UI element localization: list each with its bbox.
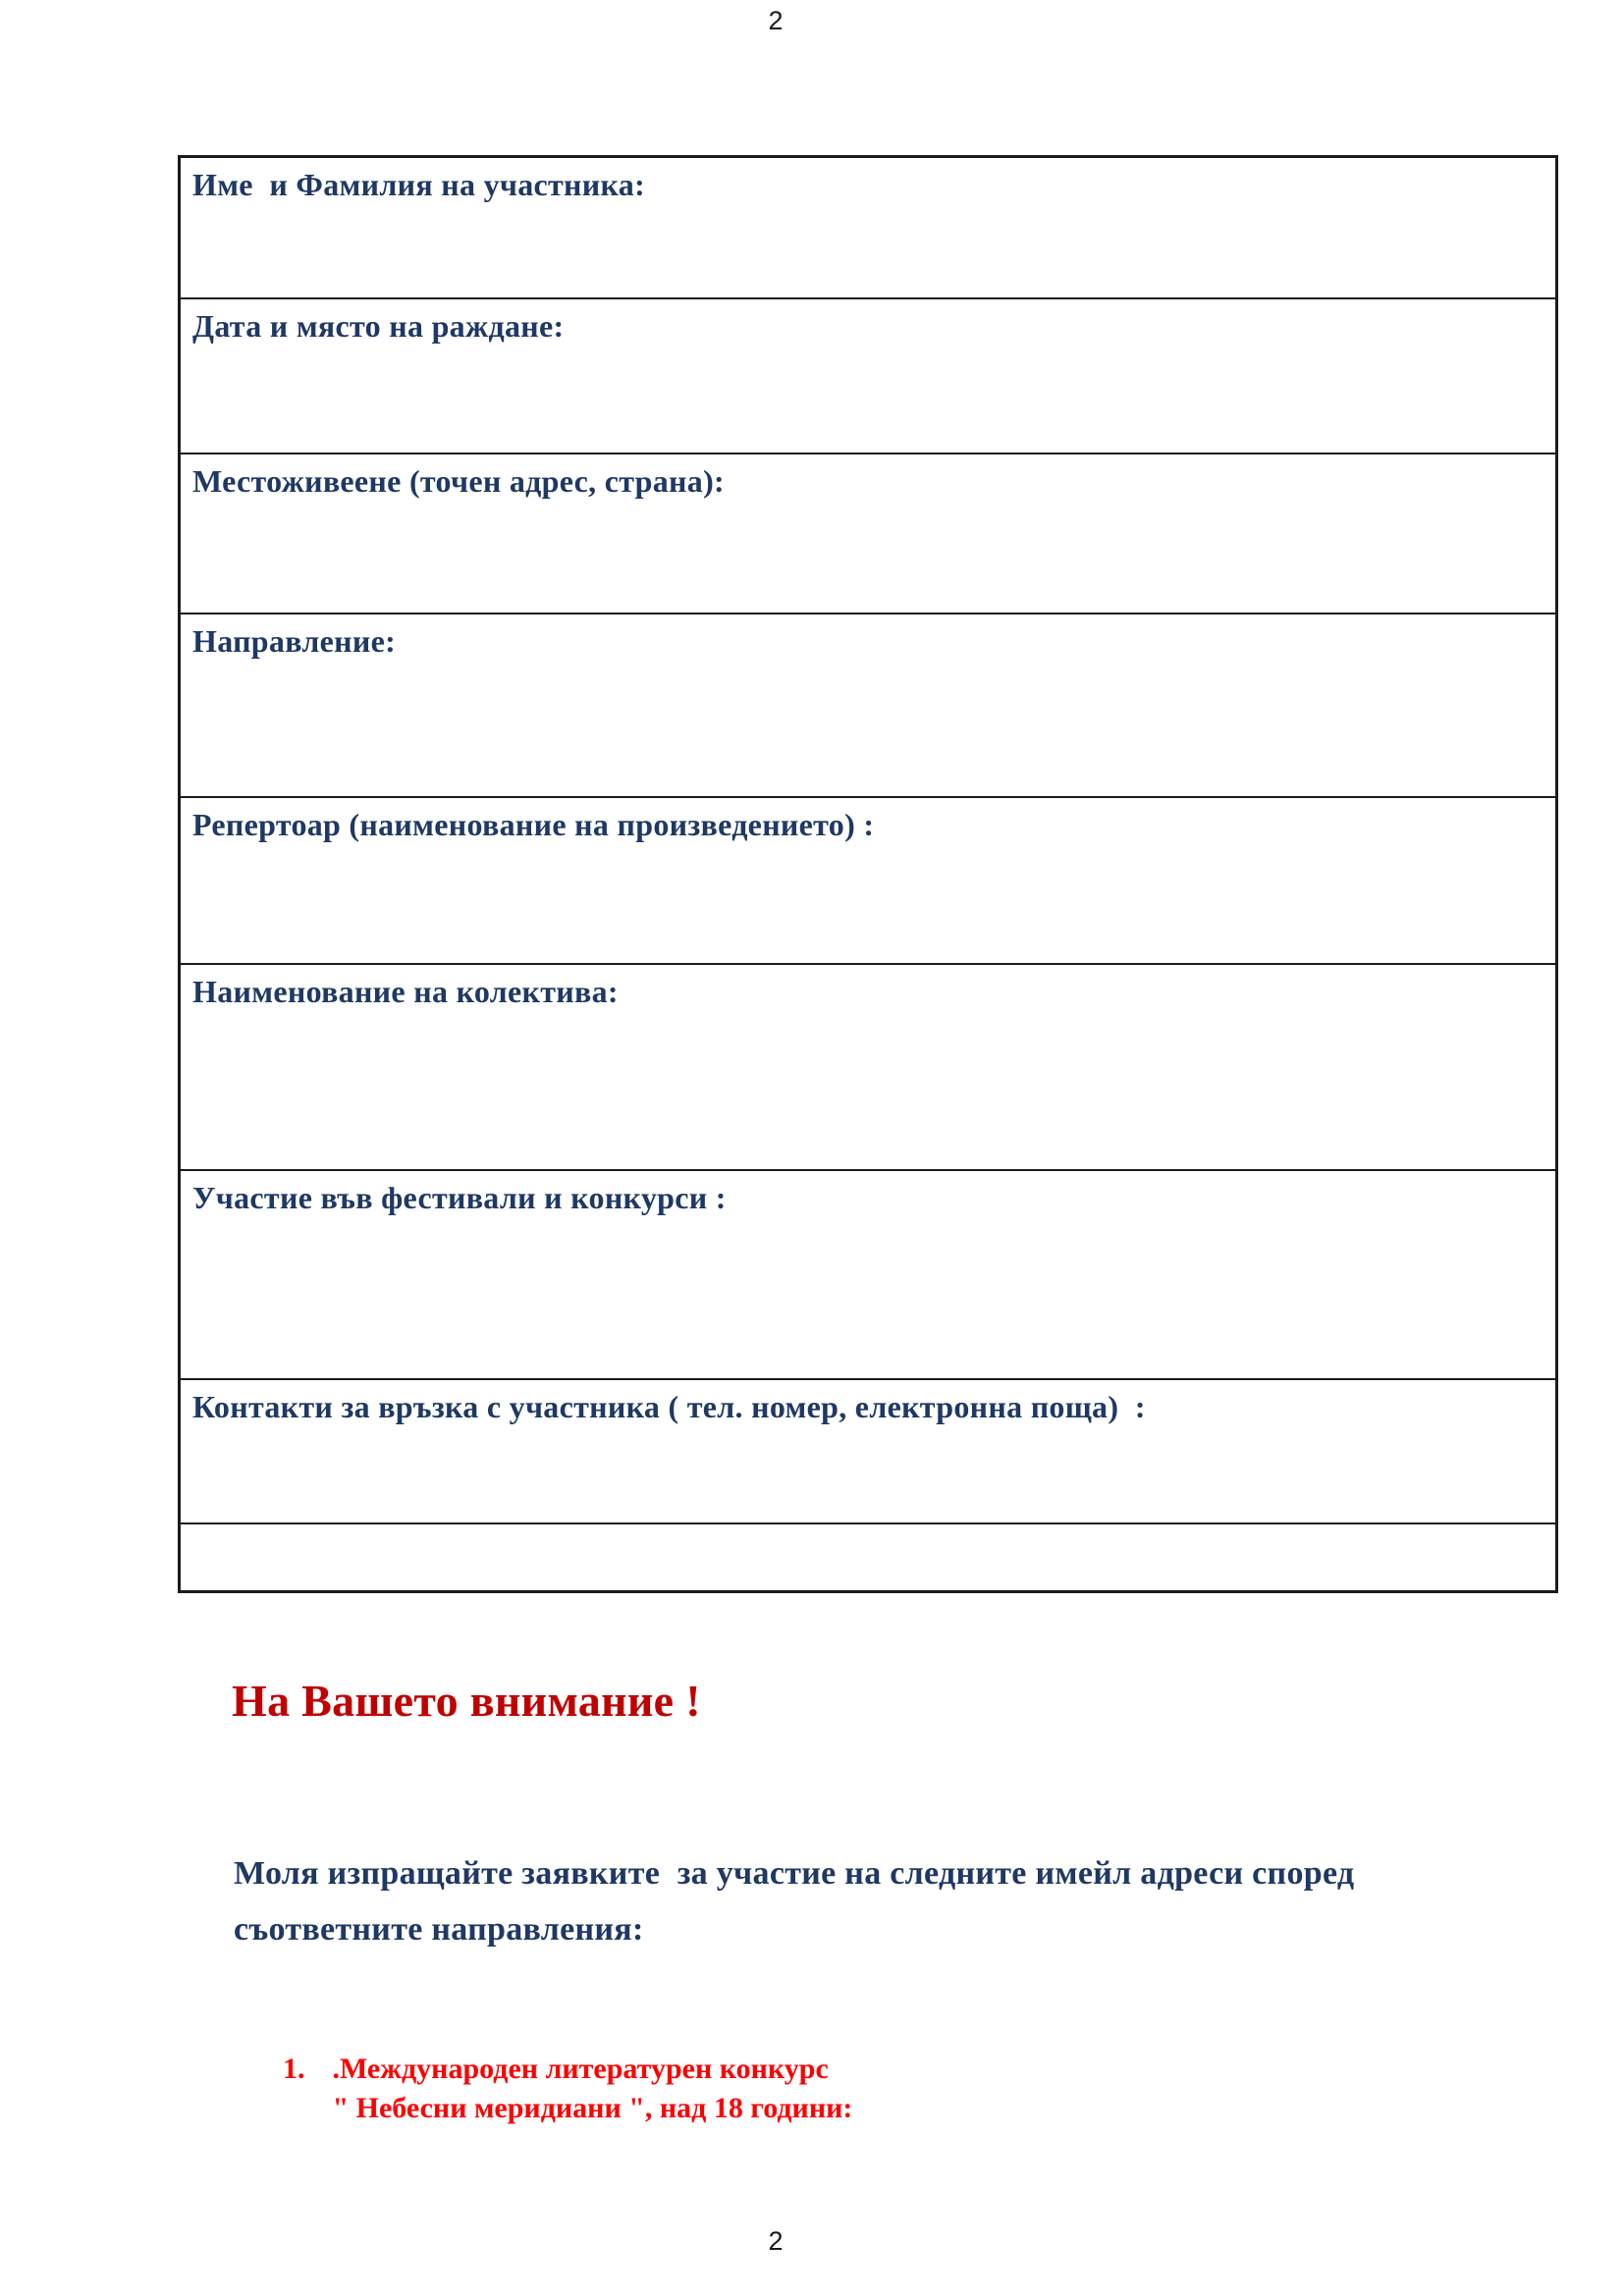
page-number-top: 2 xyxy=(768,6,784,35)
page-number-bottom: 2 xyxy=(768,2226,784,2256)
competition-list-item-1 xyxy=(283,2050,852,2128)
notice-heading: На Вашето внимание ! xyxy=(232,1676,701,1726)
table-row-empty[interactable] xyxy=(181,1524,1555,1590)
notice-body-line-1: Моля изпращайте заявките за участие на следните имейл адреси според xyxy=(234,1855,1355,1892)
row-label: Направление: xyxy=(192,623,397,659)
list-item-number: 1. xyxy=(283,2053,305,2085)
notice-body xyxy=(234,1845,1354,1957)
table-row-participant-name[interactable] xyxy=(181,158,1555,299)
notice-body-line-2: съответните направления: xyxy=(234,1911,644,1948)
row-label: Име и Фамилия на участника: xyxy=(192,167,646,202)
table-row-birth-date-place[interactable] xyxy=(181,299,1555,454)
application-form-table xyxy=(178,155,1558,1593)
row-label: Репертоар (наименование на произведението) : xyxy=(192,807,875,842)
row-label: Местоживеене (точен адрес, страна): xyxy=(192,463,725,499)
list-item-line-1: .Международен литературен конкурс xyxy=(332,2053,829,2085)
table-row-category[interactable] xyxy=(181,614,1555,798)
row-label: Наименование на колектива: xyxy=(192,974,619,1009)
row-label: Дата и място на раждане: xyxy=(192,308,565,344)
list-item-line-2: " Небесни меридиани ", над 18 години: xyxy=(332,2092,853,2124)
list-item-text xyxy=(333,2050,853,2128)
table-row-ensemble-name[interactable] xyxy=(181,965,1555,1171)
table-row-festival-participation[interactable] xyxy=(181,1171,1555,1380)
row-label: Участие във фестивали и конкурси : xyxy=(192,1180,727,1215)
table-row-repertoire[interactable] xyxy=(181,798,1555,965)
row-label: Контакти за връзка с участника ( тел. номер, електронна поща) : xyxy=(192,1389,1146,1424)
table-row-contacts[interactable] xyxy=(181,1380,1555,1524)
table-row-residence[interactable] xyxy=(181,454,1555,614)
